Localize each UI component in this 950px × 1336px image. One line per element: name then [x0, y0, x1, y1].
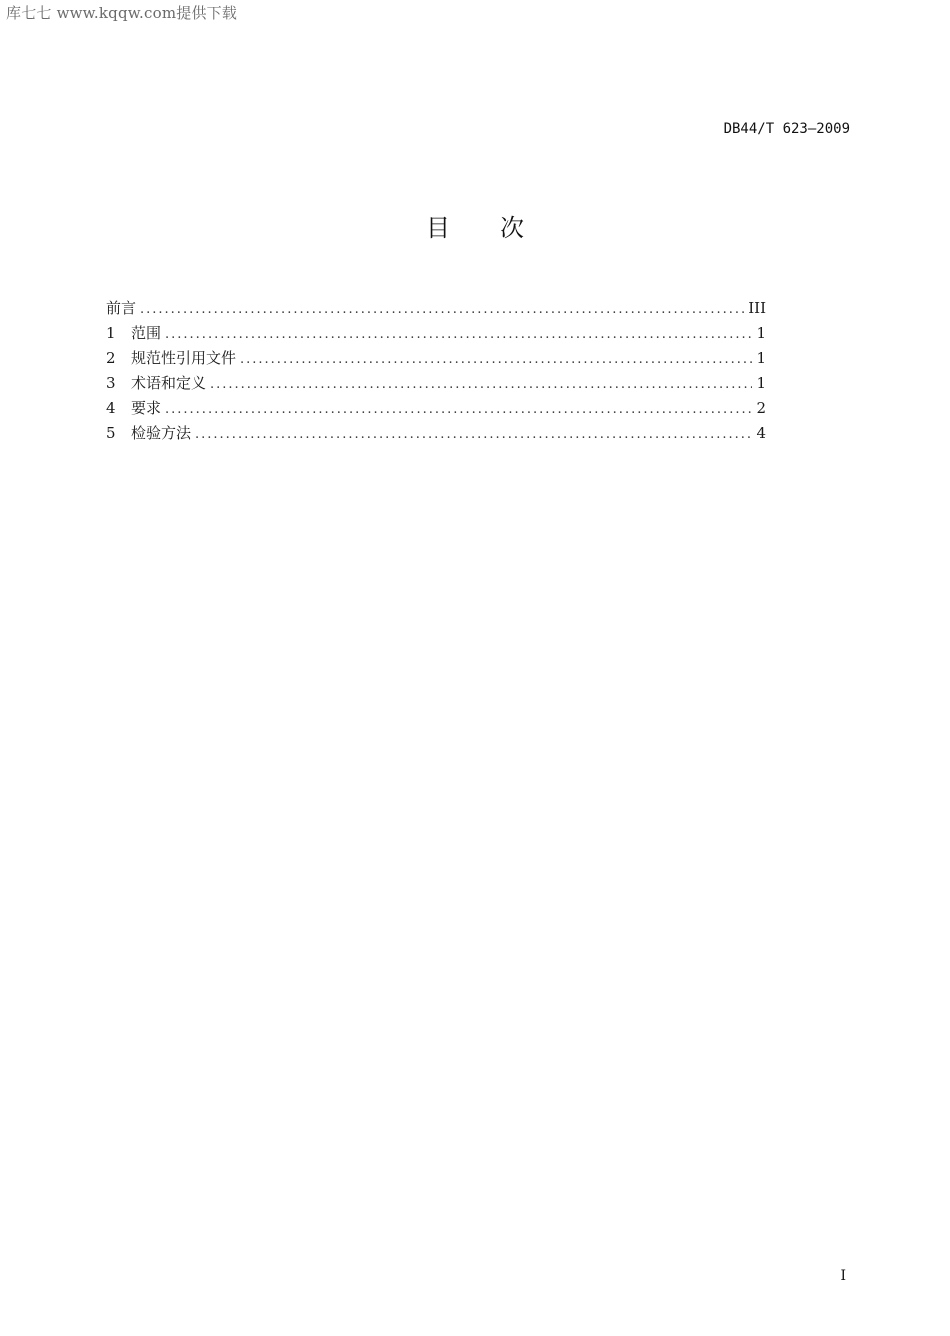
toc-entry-label: 范围 — [131, 324, 162, 342]
toc-entry-scope[interactable] — [106, 321, 766, 346]
toc-entry-number: 3 — [106, 374, 116, 392]
toc-entry-number: 1 — [106, 324, 116, 342]
watermark-text: 库七七 www.kqqw.com提供下载 — [6, 4, 238, 22]
toc-entry-page: III — [748, 299, 766, 317]
toc-leader-dots — [165, 322, 752, 347]
page-number: I — [840, 1268, 846, 1284]
toc-entry-label: 术语和定义 — [131, 374, 207, 392]
toc-entry-page: 2 — [756, 399, 766, 417]
toc-entry-requirements[interactable] — [106, 396, 766, 421]
toc-leader-dots — [210, 372, 752, 397]
toc-entry-label: 规范性引用文件 — [131, 349, 237, 367]
toc-entry-label: 要求 — [131, 399, 162, 417]
toc-entry-normative-references[interactable] — [106, 346, 766, 371]
toc-entry-test-methods[interactable] — [106, 421, 766, 446]
toc-entry-page: 4 — [756, 424, 766, 442]
toc-leader-dots — [240, 347, 752, 372]
toc-leader-dots — [165, 397, 752, 422]
table-of-contents — [106, 296, 766, 446]
toc-entry-terms-definitions[interactable] — [106, 371, 766, 396]
toc-entry-foreword[interactable] — [106, 296, 766, 321]
toc-leader-dots — [140, 297, 744, 322]
toc-entry-page: 1 — [756, 324, 766, 342]
toc-entry-page: 1 — [756, 374, 766, 392]
toc-entry-number: 4 — [106, 399, 116, 417]
toc-entry-label: 前言 — [106, 299, 137, 317]
toc-entry-number: 5 — [106, 424, 116, 442]
toc-entry-label: 检验方法 — [131, 424, 192, 442]
toc-entry-number: 2 — [106, 349, 116, 367]
toc-entry-page: 1 — [756, 349, 766, 367]
toc-leader-dots — [195, 422, 752, 447]
page-title: 目次 — [426, 214, 574, 242]
standard-code: DB44/T 623—2009 — [723, 121, 850, 137]
